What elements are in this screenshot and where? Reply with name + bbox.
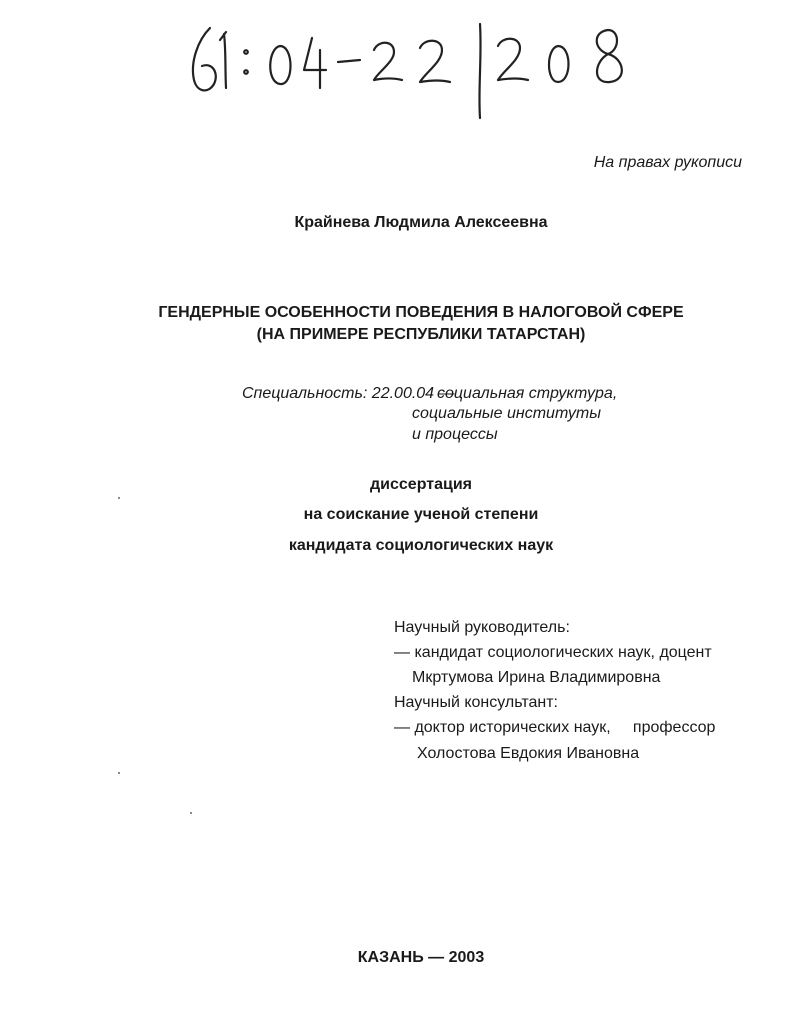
degree-line-1: диссертация	[370, 476, 472, 493]
specialty-label: Специальность: 22.00.04 —	[242, 385, 455, 402]
dissertation-title-line-2: (НА ПРИМЕРЕ РЕСПУБЛИКИ ТАТАРСТАН)	[256, 326, 586, 343]
rights-note: На правах рукописи	[593, 154, 742, 171]
scan-speck	[118, 497, 120, 499]
consultant-label: Научный консультант:	[394, 694, 558, 711]
dissertation-title-line-1: ГЕНДЕРНЫЕ ОСОБЕННОСТИ ПОВЕДЕНИЯ В НАЛОГОВОЙ СФЕРЕ	[158, 304, 684, 321]
specialty-line-2: социальные институты	[412, 405, 602, 422]
specialty-line-3: и процессы	[412, 426, 498, 443]
degree-line-3: кандидата социологических наук	[288, 537, 554, 554]
degree-line-2: на соискание ученой степени	[303, 506, 539, 523]
city-year: КАЗАНЬ — 2003	[357, 949, 485, 966]
author-name: Крайнева Людмила Алексеевна	[294, 214, 548, 231]
consultant-name: Холостова Евдокия Ивановна	[417, 745, 640, 762]
supervisor-name: Мкртумова Ирина Владимировна	[412, 669, 661, 686]
consultant-title: — доктор исторических наук, профессор	[394, 719, 716, 736]
supervisor-title: — кандидат социологических наук, доцент	[394, 644, 712, 661]
specialty-line-1: социальная структура,	[437, 385, 618, 402]
handwritten-archive-code	[180, 10, 670, 120]
scan-speck	[190, 812, 192, 814]
scan-speck	[118, 772, 120, 774]
supervisor-label: Научный руководитель:	[394, 619, 570, 636]
